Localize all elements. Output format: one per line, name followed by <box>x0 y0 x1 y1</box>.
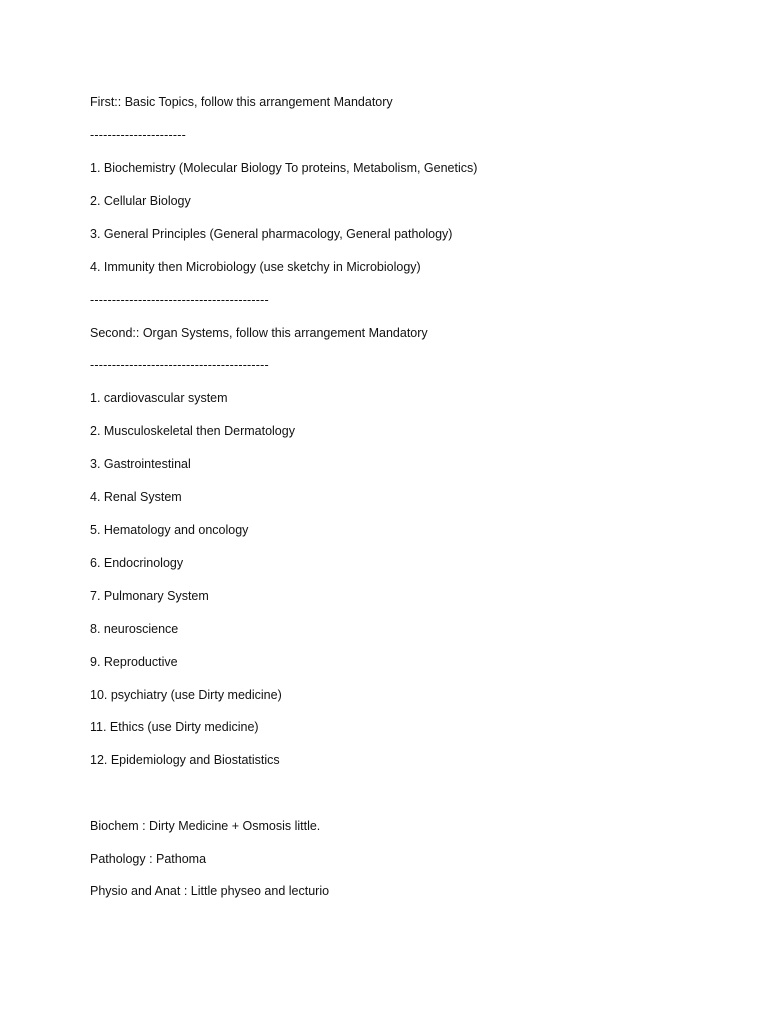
list-item: 12. Epidemiology and Biostatistics <box>90 753 280 767</box>
list-item: 1. cardiovascular system <box>90 391 228 405</box>
section-heading-organ-systems: Second:: Organ Systems, follow this arrangement Mandatory <box>90 326 428 340</box>
list-item: 7. Pulmonary System <box>90 589 209 603</box>
list-item: 11. Ethics (use Dirty medicine) <box>90 720 259 734</box>
list-item: 9. Reproductive <box>90 655 178 669</box>
resource-note: Pathology : Pathoma <box>90 852 207 866</box>
resource-note: Physio and Anat : Little physeo and lecturio <box>90 884 330 898</box>
section-heading-basic-topics: First:: Basic Topics, follow this arrangement Mandatory <box>90 95 393 109</box>
separator-line: ----------------------------------------- <box>90 293 269 307</box>
list-item: 2. Cellular Biology <box>90 194 191 208</box>
list-item: 2. Musculoskeletal then Dermatology <box>90 424 295 438</box>
resource-note: Biochem : Dirty Medicine + Osmosis little. <box>90 819 321 833</box>
separator-line: ----------------------------------------- <box>90 358 269 372</box>
list-item: 6. Endocrinology <box>90 556 184 570</box>
list-item: 1. Biochemistry (Molecular Biology To proteins, Metabolism, Genetics) <box>90 161 478 175</box>
list-item: 5. Hematology and oncology <box>90 523 249 537</box>
list-item: 3. General Principles (General pharmacology, General pathology) <box>90 227 453 241</box>
separator-line: ---------------------- <box>90 128 186 142</box>
list-item: 8. neuroscience <box>90 622 179 636</box>
list-item: 3. Gastrointestinal <box>90 457 191 471</box>
list-item: 10. psychiatry (use Dirty medicine) <box>90 688 282 702</box>
list-item: 4. Renal System <box>90 490 182 504</box>
list-item: 4. Immunity then Microbiology (use sketchy in Microbiology) <box>90 260 421 274</box>
